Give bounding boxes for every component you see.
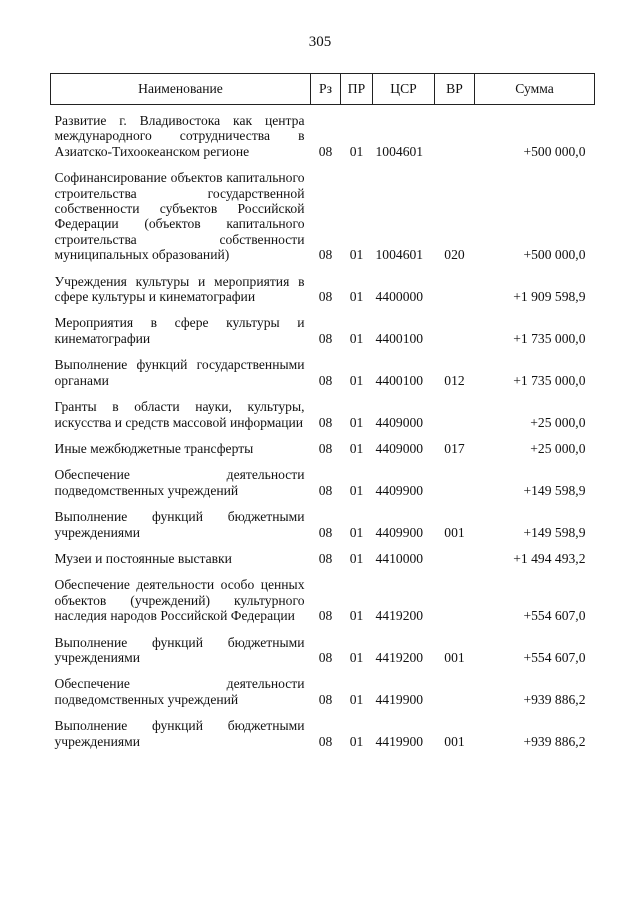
row-name: Выполнение функций государственными органами — [54, 357, 305, 388]
row-vr: 020 — [444, 247, 465, 263]
row-pr: 01 — [349, 733, 364, 749]
table-row — [51, 467, 595, 498]
row-rz: 08 — [318, 330, 333, 346]
row-csr: 4419200 — [375, 649, 424, 665]
row-sum: +149 598,9 — [523, 524, 586, 540]
row-vr: 012 — [444, 372, 465, 388]
row-name: Выполнение функций бюджетными учреждениями — [54, 718, 305, 749]
row-csr: 4409900 — [375, 524, 424, 540]
header-name: Наименование — [51, 74, 311, 105]
row-vr — [435, 315, 475, 346]
row-vr — [435, 551, 475, 566]
row-sum: +1 735 000,0 — [513, 372, 586, 388]
row-sum: +1 735 000,0 — [513, 330, 586, 346]
row-pr: 01 — [349, 649, 364, 665]
budget-table — [50, 73, 595, 749]
row-vr — [435, 577, 475, 623]
row-pr: 01 — [349, 414, 364, 430]
row-vr — [435, 105, 475, 160]
row-rz: 08 — [318, 143, 333, 159]
row-sum: +25 000,0 — [530, 414, 586, 430]
row-csr: 4409000 — [375, 414, 424, 430]
table-row — [51, 105, 595, 160]
row-pr: 01 — [349, 330, 364, 346]
row-rz: 08 — [318, 733, 333, 749]
row-vr: 001 — [444, 524, 465, 540]
row-pr: 01 — [349, 440, 364, 456]
table-row — [51, 577, 595, 623]
table-row — [51, 718, 595, 749]
table-body — [51, 105, 595, 750]
row-vr — [435, 467, 475, 498]
table-header-row — [51, 74, 595, 105]
table-row — [51, 509, 595, 540]
row-name: Музеи и постоянные выставки — [54, 550, 232, 566]
row-pr: 01 — [349, 482, 364, 498]
row-csr: 1004601 — [375, 247, 424, 263]
row-name: Обеспечение деятельности подведомственных учреждений — [54, 467, 305, 498]
row-vr — [435, 274, 475, 305]
table-row — [51, 357, 595, 388]
table-row — [51, 399, 595, 430]
row-pr: 01 — [349, 247, 364, 263]
row-sum: +149 598,9 — [523, 482, 586, 498]
page-number: 305 — [308, 34, 332, 50]
table-row — [51, 441, 595, 456]
row-pr: 01 — [349, 372, 364, 388]
row-sum: +554 607,0 — [523, 608, 586, 624]
row-rz: 08 — [318, 372, 333, 388]
row-rz: 08 — [318, 649, 333, 665]
row-name: Гранты в области науки, культуры, искусства и средств массовой информации — [54, 399, 305, 430]
table-row — [51, 170, 595, 262]
header-vr: ВР — [435, 74, 475, 105]
row-name: Учреждения культуры и мероприятия в сфере культуры и кинематографии — [54, 273, 305, 305]
row-name: Выполнение функций бюджетными учреждениями — [54, 509, 305, 540]
row-sum: +1 909 598,9 — [513, 289, 586, 305]
row-vr — [435, 676, 475, 707]
row-csr: 1004601 — [375, 143, 424, 159]
header-csr: ЦСР — [373, 74, 435, 105]
table-row — [51, 315, 595, 346]
row-name: Мероприятия в сфере культуры и кинематографии — [54, 315, 305, 346]
row-rz: 08 — [318, 608, 333, 624]
row-sum: +939 886,2 — [523, 733, 586, 749]
row-rz: 08 — [318, 691, 333, 707]
row-name: Выполнение функций бюджетными учреждениями — [54, 634, 305, 665]
row-pr: 01 — [349, 143, 364, 159]
row-rz: 08 — [318, 482, 333, 498]
row-csr: 4409000 — [375, 440, 424, 456]
row-rz: 08 — [318, 414, 333, 430]
row-rz: 08 — [318, 550, 333, 566]
header-sum: Сумма — [475, 74, 595, 105]
row-name: Иные межбюджетные трансферты — [54, 440, 254, 456]
row-csr: 4400000 — [375, 289, 424, 305]
row-csr: 4409900 — [375, 482, 424, 498]
row-pr: 01 — [349, 550, 364, 566]
table-row — [51, 676, 595, 707]
row-vr: 001 — [444, 649, 465, 665]
row-name: Софинансирование объектов капитального строительства государственной собственности субъектов Российской Федерации (объектов капитального строительства собственности муниципальных образований) — [54, 170, 305, 263]
row-csr: 4400100 — [375, 372, 424, 388]
row-name: Обеспечение деятельности особо ценных объектов (учреждений) культурного наследия народов Российской Федерации — [54, 577, 305, 624]
table-row — [51, 551, 595, 566]
row-vr: 001 — [444, 733, 465, 749]
row-sum: +25 000,0 — [530, 440, 586, 456]
row-sum: +939 886,2 — [523, 691, 586, 707]
row-sum: +500 000,0 — [523, 143, 586, 159]
row-rz: 08 — [318, 247, 333, 263]
row-csr: 4419200 — [375, 608, 424, 624]
table-row — [51, 274, 595, 305]
row-pr: 01 — [349, 524, 364, 540]
row-name: Развитие г. Владивостока как центра международного сотрудничества в Азиатско-Тихоокеанском регионе — [54, 113, 305, 159]
row-csr: 4400100 — [375, 330, 424, 346]
row-vr — [435, 399, 475, 430]
row-pr: 01 — [349, 608, 364, 624]
table-row — [51, 635, 595, 666]
row-rz: 08 — [318, 289, 333, 305]
row-rz: 08 — [318, 440, 333, 456]
row-sum: +500 000,0 — [523, 247, 586, 263]
row-csr: 4419900 — [375, 733, 424, 749]
row-name: Обеспечение деятельности подведомственных учреждений — [54, 676, 305, 707]
row-csr: 4419900 — [375, 691, 424, 707]
row-vr: 017 — [444, 440, 465, 456]
header-pr: ПР — [341, 74, 373, 105]
row-sum: +554 607,0 — [523, 649, 586, 665]
row-sum: +1 494 493,2 — [513, 550, 586, 566]
row-pr: 01 — [349, 289, 364, 305]
row-pr: 01 — [349, 691, 364, 707]
header-rz: Рз — [311, 74, 341, 105]
row-csr: 4410000 — [375, 550, 424, 566]
row-rz: 08 — [318, 524, 333, 540]
